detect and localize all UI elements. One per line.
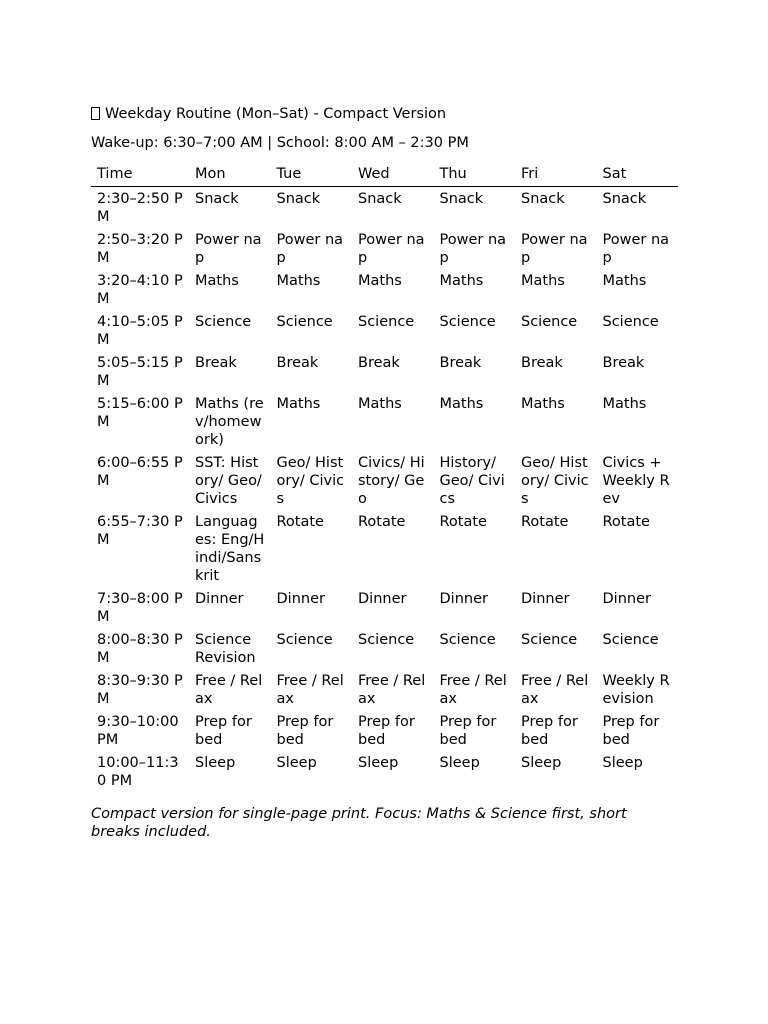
cell-fri: Maths xyxy=(521,396,565,412)
footer-note: Compact version for single-page print. Focus: Maths & Science first, short breaks included. xyxy=(91,806,627,840)
cell-wed: Science xyxy=(358,632,415,648)
cell-wed: Dinner xyxy=(358,591,407,607)
cell-mon: Power nap xyxy=(195,232,262,266)
cell-tue: Snack xyxy=(276,191,321,207)
cell-wed: Free / Relax xyxy=(358,673,426,707)
cell-time: 10:00–11:30 PM xyxy=(97,755,179,789)
cell-fri: Rotate xyxy=(521,514,569,530)
cell-wed: Sleep xyxy=(358,755,399,771)
table-row xyxy=(91,710,678,751)
cell-wed: Science xyxy=(358,314,415,330)
cell-fri: Free / Relax xyxy=(521,673,589,707)
cell-time: 3:20–4:10 PM xyxy=(97,273,183,307)
table-row xyxy=(91,392,678,451)
cell-sat: Maths xyxy=(602,273,647,289)
page-title-text: Weekday Routine (Mon–Sat) - Compact Version xyxy=(105,106,447,122)
table-row xyxy=(91,451,678,510)
cell-sat: Science xyxy=(602,314,659,330)
cell-wed: Maths xyxy=(358,396,402,412)
cell-fri: Break xyxy=(521,355,563,371)
cell-sat: Prep for bed xyxy=(602,714,660,748)
cell-thu: Prep for bed xyxy=(439,714,497,748)
cell-wed: Rotate xyxy=(358,514,406,530)
cell-time: 8:30–9:30 PM xyxy=(97,673,183,707)
cell-fri: Geo/ History/ Civics xyxy=(521,455,589,507)
cell-time: 8:00–8:30 PM xyxy=(97,632,183,666)
cell-thu: Rotate xyxy=(439,514,487,530)
header-fri: Fri xyxy=(515,164,597,187)
cell-mon: Maths (rev/homework) xyxy=(195,396,264,448)
cell-tue: Science xyxy=(276,632,333,648)
cell-mon: Break xyxy=(195,355,237,371)
table-row xyxy=(91,751,678,792)
cell-mon: Snack xyxy=(195,191,239,207)
cell-fri: Sleep xyxy=(521,755,562,771)
cell-mon: Sleep xyxy=(195,755,236,771)
cell-mon: Science xyxy=(195,314,252,330)
header-thu: Thu xyxy=(434,164,516,187)
cell-tue: Break xyxy=(276,355,319,371)
cell-thu: Snack xyxy=(439,191,484,207)
cell-thu: Power nap xyxy=(439,232,507,266)
cell-thu: Maths xyxy=(439,396,484,412)
cell-time: 6:55–7:30 PM xyxy=(97,514,183,548)
cell-mon: Prep for bed xyxy=(195,714,252,748)
page-subtitle: Wake-up: 6:30–7:00 AM | School: 8:00 AM – 2:30 PM xyxy=(91,135,469,151)
cell-fri: Dinner xyxy=(521,591,570,607)
cell-tue: Power nap xyxy=(276,232,344,266)
cell-sat: Maths xyxy=(602,396,647,412)
cell-fri: Science xyxy=(521,632,578,648)
cell-sat: Snack xyxy=(602,191,647,207)
cell-mon: Free / Relax xyxy=(195,673,263,707)
cell-thu: Break xyxy=(439,355,482,371)
cell-mon: SST: History/ Geo/Civics xyxy=(195,455,262,507)
cell-thu: Free / Relax xyxy=(439,673,507,707)
header-wed: Wed xyxy=(352,164,434,187)
cell-time: 2:50–3:20 PM xyxy=(97,232,183,266)
cell-fri: Prep for bed xyxy=(521,714,578,748)
cell-fri: Power nap xyxy=(521,232,588,266)
cell-mon: Languages: Eng/Hindi/Sanskrit xyxy=(195,514,265,584)
cell-wed: Maths xyxy=(358,273,402,289)
cell-tue: Rotate xyxy=(276,514,324,530)
document-page xyxy=(91,104,678,856)
cell-mon: Science Revision xyxy=(195,632,256,666)
cell-tue: Sleep xyxy=(276,755,317,771)
table-row xyxy=(91,228,678,269)
cell-time: 5:05–5:15 PM xyxy=(97,355,183,389)
routine-table xyxy=(91,164,678,792)
table-row xyxy=(91,628,678,669)
cell-wed: Civics/ History/ Geo xyxy=(358,455,425,507)
table-header-row xyxy=(91,164,678,187)
cell-time: 2:30–2:50 PM xyxy=(97,191,183,225)
cell-fri: Science xyxy=(521,314,578,330)
cell-tue: Maths xyxy=(276,273,321,289)
cell-thu: Maths xyxy=(439,273,484,289)
cell-sat: Sleep xyxy=(602,755,643,771)
cell-sat: Dinner xyxy=(602,591,651,607)
cell-tue: Geo/ History/ Civics xyxy=(276,455,345,507)
cell-mon: Maths xyxy=(195,273,239,289)
cell-sat: Weekly Revision xyxy=(602,673,670,707)
header-sat: Sat xyxy=(597,164,679,187)
table-row xyxy=(91,669,678,710)
cell-thu: Science xyxy=(439,632,496,648)
cell-thu: Sleep xyxy=(439,755,480,771)
cell-time: 7:30–8:00 PM xyxy=(97,591,183,625)
cell-tue: Free / Relax xyxy=(276,673,344,707)
table-row xyxy=(91,351,678,392)
calendar-icon xyxy=(91,107,100,120)
cell-tue: Dinner xyxy=(276,591,325,607)
cell-time: 9:30–10:00 PM xyxy=(97,714,179,748)
cell-sat: Power nap xyxy=(602,232,670,266)
cell-sat: Civics + Weekly Rev xyxy=(602,455,670,507)
cell-wed: Power nap xyxy=(358,232,425,266)
table-row xyxy=(91,187,678,229)
cell-time: 4:10–5:05 PM xyxy=(97,314,183,348)
cell-sat: Rotate xyxy=(602,514,650,530)
table-row xyxy=(91,310,678,351)
cell-tue: Prep for bed xyxy=(276,714,334,748)
header-tue: Tue xyxy=(271,164,353,187)
cell-time: 6:00–6:55 PM xyxy=(97,455,183,489)
header-time: Time xyxy=(91,164,189,187)
table-row xyxy=(91,587,678,628)
cell-tue: Science xyxy=(276,314,333,330)
cell-thu: Dinner xyxy=(439,591,488,607)
cell-sat: Science xyxy=(602,632,659,648)
cell-sat: Break xyxy=(602,355,645,371)
cell-mon: Dinner xyxy=(195,591,244,607)
cell-tue: Maths xyxy=(276,396,321,412)
cell-fri: Snack xyxy=(521,191,565,207)
cell-time: 5:15–6:00 PM xyxy=(97,396,183,430)
cell-fri: Maths xyxy=(521,273,565,289)
page-title xyxy=(91,104,678,124)
header-mon: Mon xyxy=(189,164,271,187)
cell-wed: Snack xyxy=(358,191,402,207)
table-row xyxy=(91,510,678,587)
table-body xyxy=(91,187,678,793)
table-row xyxy=(91,269,678,310)
cell-wed: Prep for bed xyxy=(358,714,415,748)
cell-thu: Science xyxy=(439,314,496,330)
cell-wed: Break xyxy=(358,355,400,371)
cell-thu: History/ Geo/ Civics xyxy=(439,455,505,507)
